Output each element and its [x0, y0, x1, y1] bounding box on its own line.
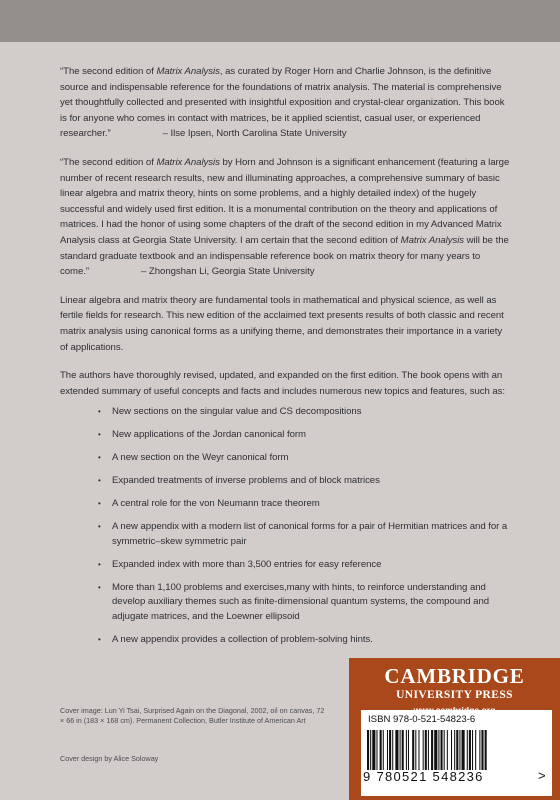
- barcode-icon: [367, 730, 533, 770]
- book-title: Matrix Analysis: [156, 156, 220, 168]
- review-text: “The second edition of: [60, 156, 157, 168]
- book-title: Matrix Analysis: [156, 66, 220, 77]
- review-text: “The second edition of: [60, 66, 157, 77]
- feature-list: [98, 405, 510, 647]
- feature-item: • A new appendix provides a collection of problem-solving hints.: [98, 633, 510, 647]
- feature-item: • New sections on the singular value and CS decompositions: [98, 405, 510, 419]
- publisher-press: UNIVERSITY PRESS: [396, 689, 513, 701]
- feature-item: • A new section on the Weyr canonical form: [98, 451, 510, 465]
- publisher-name: CAMBRIDGE: [384, 664, 525, 688]
- barcode-chevron: >: [538, 768, 546, 783]
- back-cover-text: [60, 64, 510, 656]
- barcode-digits: 9 780521 548236: [363, 769, 484, 784]
- isbn-barcode-panel: [361, 710, 552, 796]
- review-li: [60, 155, 510, 280]
- feature-item: • A new appendix with a modern list of canonical forms for a pair of Hermitian matrices and for a symmetric–skew symmetric pair: [98, 520, 510, 549]
- cover-image-credit: Cover image: Lun Yi Tsai, Surprised Again on the Diagonal, 2002, oil on canvas, 72 × 66 in (183 × 168 cm). Permanent Collection, Butler Institute of American Art: [60, 706, 325, 726]
- isbn-label: ISBN 978-0-521-54823-6: [368, 714, 476, 725]
- feature-item: • More than 1,100 problems and exercises,many with hints, to reinforce understanding and develop auxiliary themes such as finite-dimensional quantum systems, the compound and adjugate matrices, and the Loewner ellipsoid: [98, 581, 510, 624]
- feature-item: • Expanded index with more than 3,500 entries for easy reference: [98, 558, 510, 572]
- review-text: by Horn and Johnson is a significant enhancement (featuring a large number of recent research results, new and illuminating approaches, a comprehensive summary of basic linear algebra and matrix theory, hints on some problems, and a highly detailed index) of the hugely successful and widely used first edition. It is a monumental contribution on the theory and applications of matrices. I had the honor of using some chapters of the draft of the second edition in my Advanced Matrix Analysis class at Georgia State University. I am certain that the second edition of: [60, 156, 510, 246]
- book-title: Matrix Analysis: [400, 234, 465, 246]
- review-text: will be the standard graduate textbook and an indispensable reference book on matrix theory for many years to come.”: [60, 234, 509, 278]
- feature-item: • Expanded treatments of inverse problems and of block matrices: [98, 474, 510, 488]
- top-band: [0, 0, 560, 42]
- review-attribution: – Ilse Ipsen, North Carolina State University: [162, 128, 347, 140]
- features-intro: The authors have thoroughly revised, updated, and expanded on the first edition. The book opens with an extended summary of useful concepts and facts and includes numerous new topics and features, such as:: [60, 370, 506, 397]
- feature-item: • New applications of the Jordan canonical form: [98, 428, 510, 442]
- review-ipsen: [60, 64, 510, 142]
- feature-item: • A central role for the von Neumann trace theorem: [98, 497, 510, 511]
- description-paragraph: Linear algebra and matrix theory are fundamental tools in mathematical and physical science, as well as fertile fields for research. This new edition of the acclaimed text presents results of both classic and recent matrix analysis using canonical forms as a unifying theme, and demonstrates their importance in a variety of applications.: [60, 294, 504, 353]
- review-text: , as curated by Roger Horn and Charlie Johnson, is the definitive source and indispensable reference for the foundations of matrix analysis. The material is comprehensive yet thoughtfully collected and presented with insightful exposition and crystal-clear organization. This book is for anyone who comes in contact with matrices, be it applied scientist, casual user, or experienced researcher.”: [60, 66, 505, 140]
- cover-design-credit: Cover design by Alice Soloway: [60, 754, 159, 763]
- review-attribution: – Zhongshan Li, Georgia State University: [141, 266, 315, 278]
